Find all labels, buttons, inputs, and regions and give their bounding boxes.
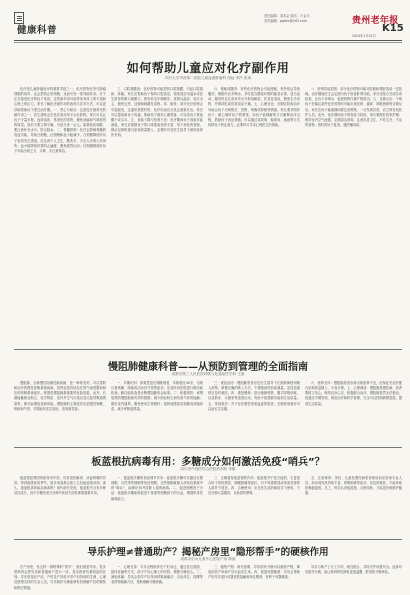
article-1-text: 八、肝肾功能损害：部分化疗药物可能对肝脏和肾脏造成一定影响。治疗期间医生会定期为孩子检查肝肾功能，家长应配合完成各项检查，让孩子多喝水，促进药物代谢产物排出。九、过敏反应：个别孩子在输注某些化疗药物时可能出现皮疹、瘙痒、呼吸困难等过敏反应。家长在孩子输液期间要注意观察，一旦发现异常，应立即告知医护人员。此外，化疗期间孩子的免疫力较低，家长要做好居家护理：保持室内空气流通，定期清洁消毒；注意饮食卫生，不吃生冷、不洁的食物；按时带孩子复查，遵医嘱用药。 — [305, 87, 402, 128]
article-separator — [14, 447, 402, 448]
header-rule — [14, 40, 402, 41]
article-4-text: 在产房里，有这样一群特殊的“帮手”，她们就是导乐。很多准妈妈会把导乐和普通助产混为一谈，其实两者有着明显的区别。导乐是指在产前、产时及产后给予孕产妇持续的生理、心理及情感支持的专业人员。导乐陪伴分娩能够有效缓解产妇的紧张和焦虑情绪。 — [14, 565, 106, 590]
article-separator — [14, 539, 402, 540]
article-4-text: 三、缩短产程：研究表明，导乐陪伴分娩可以缩短产程，降低剖宫产率和产后出血发生率。四、促进母婴健康：导乐会帮助产妇尽早进行母婴皮肤接触和母乳喂养，有利于母婴健康。 — [208, 565, 300, 580]
article-separator — [14, 349, 402, 350]
article-4-column-2 — [111, 565, 203, 591]
article-3-column-4 — [305, 476, 402, 536]
article-2-text: 六、营养支持：慢阻肺患者容易出现营养不良，应保证充足的蛋白质和热量摄入，少食多餐。七、心理调适：慢阻肺是慢性病，患者要树立信心，保持良好心态，积极配合治疗。慢阻肺虽然无法根治，但通过早期发现、规范治疗和科学管理，完全可以控制病情进展，提高生活质量。 — [305, 381, 402, 406]
article-2-column-2 — [111, 381, 203, 445]
article-4-byline: 成都市妇女儿童中心医院产房 陈丽 — [180, 557, 236, 561]
article-3-column-1 — [14, 476, 106, 536]
page-number: K15 — [382, 23, 404, 34]
editor-line: 责任编辑：刘本会 版式：卢金平 — [264, 14, 310, 18]
section-title: 健康科普 — [17, 25, 58, 36]
article-2-column-4 — [305, 381, 402, 445]
article-2-text: 慢阻肺，全称慢性阻塞性肺疾病，是一种常见的、可以预防和治疗的慢性呼吸系统疾病，其特征是持续存在的气流受限和相应的呼吸系统症状。吸烟是慢阻肺最重要的危险因素，此外，长期接触职业粉尘、化学物质、室内外空气污染以及反复呼吸道感染等，都可能增加患病风险。慢阻肺的主要症状包括慢性咳嗽、咳痰和气短，早期症状往往较轻，容易被忽视。 — [14, 381, 106, 411]
article-3-title: 板蓝根抗病毒有用：多糖成分如何激活免疫“哨兵”？ — [91, 457, 325, 468]
article-1-byline: 四川大学华西第二医院儿童血液肿瘤科 周灿 李玲 张涛 — [164, 76, 252, 80]
article-3-column-2 — [111, 476, 203, 536]
header-rule-thin — [14, 42, 402, 43]
article-3-byline: 四川省中西医结合医院药剂科 李娟 — [180, 467, 236, 471]
article-2-title: 慢阻肺健康科普——从预防到管理的全面指南 — [108, 362, 308, 373]
article-1-column-3 — [208, 87, 300, 345]
newspaper-masthead: 贵州老年报 — [352, 16, 399, 26]
article-1-title: 如何帮助儿童应对化疗副作用 — [126, 61, 290, 75]
article-2-byline: 成都市第三人民医院呼吸与危重症医学科 王丽 — [171, 372, 245, 376]
editor-meta — [264, 14, 344, 24]
article-4-column-1 — [14, 565, 106, 591]
article-2-text: 一、早期识别：如果您是长期吸烟者，年龄超过40岁，出现反复咳嗽、咳痰或活动后气短等症状，应及时到医院进行肺功能检查。肺功能检查是诊断慢阻肺的金标准。二、积极预防：戒烟是预防慢阻肺最有效的措施；减少职业粉尘和有害气体的接触；做好室内通风，避免使用生物燃料；接种流感疫苗和肺炎球菌疫苗，减少呼吸道感染。 — [111, 381, 203, 411]
article-2-column-1 — [14, 381, 106, 445]
email-line: 美术编辑：gqbkx@163.com — [264, 19, 307, 23]
page-header — [14, 10, 402, 40]
article-3-text: 五、注意事项：孕妇、儿童及慢性病患者使用前应咨询专业人员。如出现发热持续不退、呼吸困难等症状，应及时就医，不能单纯依赖板蓝根。总之，科学认识板蓝根，合理用药，才能更好地维护健康。 — [305, 476, 402, 496]
article-2-column-3 — [208, 381, 300, 445]
article-3-text: 一、板蓝根多糖的免疫调节作用：板蓝根多糖可以激活巨噬细胞、自然杀伤细胞等免疫细胞，这些细胞就像人体免疫系统中的“哨兵”，能够识别并清除入侵的病毒。二、促进细胞因子分泌：板蓝根多糖能够促进干扰素等细胞因子的分泌，增强机体抗病毒能力。 — [111, 476, 203, 501]
article-3-text: 板蓝根是我国传统常用中药，具有清热解毒、凉血利咽的功效。每到流感高发季节，很多家庭都会备上几包板蓝根冲剂。那么，板蓝根真的能抗病毒吗？现代研究发现，板蓝根中含有多种活性成分，其中多糖类成分在调节免疫方面发挥着重要作用。 — [14, 476, 106, 496]
article-4-column-4 — [305, 565, 402, 591]
article-3-text: 三、正确看待板蓝根的作用：板蓝根并不是万能药，它更适合用于风热感冒、咽喉肿痛等症状。对于风寒感冒或体质虚寒的人群并不适宜。四、合理使用：应在医生或药师指导下使用，不宜长期大量服用，以免损伤脾胃。 — [208, 476, 300, 496]
article-1-column-2 — [111, 87, 203, 345]
article-2-text: 三、规范治疗：慢阻肺患者应在医生指导下长期规律使用吸入药物，掌握正确的吸入方法，不要随意停药或减量。急性加重时应及时就医。四、康复锻炼：进行缩唇呼吸、腹式呼吸训练，以及散步、太极拳等适度运动，有助于改善肺功能和生活质量。五、家庭氧疗：对于存在慢性低氧血症的患者，长期家庭氧疗可以延长生存期。 — [208, 381, 300, 411]
article-4-title: 导乐护理≠普通助产？揭秘产房里“隐形帮手”的硬核作用 — [87, 547, 329, 558]
article-1-column-4 — [305, 87, 402, 345]
article-1-text: 三、口腔黏膜炎：化疗药物可能损伤口腔黏膜，引起口腔溃疡、疼痛。家长应帮助孩子保持口腔清洁，饭前饭后用温水或医生推荐的漱口液漱口，使用软毛牙刷刷牙。食物以温凉、软烂为主，避免过热、过硬和刺激性食物。四、脱发：部分化疗药物会引起脱发，这通常是暂时的，化疗结束后头发会重新长出。家长可以提前和孩子沟通，帮助孩子做好心理准备，可以给孩子准备帽子或头巾。五、食欲下降与营养不良：化疗期间孩子食欲可能减退，家长应根据孩子的口味准备营养丰富、易于消化的食物，保证足够的蛋白质和热量摄入，必要时可在医生指导下使用营养补充剂。 — [111, 87, 203, 138]
article-4-text: 导乐与助产士分工不同、相互配合，共同守护母婴安全。选择导乐陪伴分娩，能让准妈妈们拥有更加温馨、舒适的分娩体验。 — [305, 565, 402, 575]
article-3-column-3 — [208, 476, 300, 536]
article-1-column-1 — [14, 87, 106, 345]
article-4-column-3 — [208, 565, 300, 591]
article-1-text: 化疗是儿童肿瘤治疗的重要手段之一。化疗药物在杀灭肿瘤细胞的同时，也会损伤正常细胞，从而引发一系列副作用。对于正在接受化疗的孩子来说，这些副作用可能带来身体上的不适和心理上的压力。家长了解化疗副作用的表现与应对方法，可以更好地帮助孩子度过治疗期。一、恶心与呕吐：这是化疗最常见的副作用之一。医生通常会在化疗前后给予止吐药物。家长可以让孩子少量多餐，选择清淡、易消化的食物，避免油腻和气味浓烈的饭菜。饭后不要立即平躺，可适当坐一会儿。如果呕吐频繁，要注意补充水分，防止脱水。二、骨髓抑制：化疗会影响骨髓的造血功能，导致白细胞、红细胞和血小板减少。白细胞降低时孩子容易发生感染，应注意个人卫生，勤洗手，少去人多的公共场所；血小板降低时要防止磕碰，避免剧烈运动；红细胞降低时孩子可能出现乏力、头晕，应注意休息。 — [14, 87, 106, 153]
article-1-text: 六、便秘或腹泻：有些化疗药物会引起便秘，有些则会导致腹泻。便秘时应多喝水，多吃富含膳食纤维的蔬菜水果，适当活动；腹泻时应注意补充水分和电解质，饮食宜清淡，避免生冷食物，并保持肛周皮肤清洁干燥。七、心理变化：长期住院和治疗可能让孩子出现焦虑、恐惧、烦躁或抑郁等情绪。家长要多陪伴孩子，耐心倾听孩子的感受，用孩子能理解的方式解释治疗过程，鼓励孩子表达情绪。可以通过讲故事、做游戏、画画等方式转移孩子的注意力。必要时可寻求心理医生的帮助。 — [208, 87, 300, 128]
issue-date: 2024年1月22日 — [352, 34, 376, 38]
article-4-text: 一、心理支持：导乐全程陪伴在产妇身边，通过语言鼓励、肢体抚触等方式，给予产妇心理上的安慰，增强分娩信心。二、减轻疼痛：导乐会指导产妇采用呼吸减痛法、自由体位、按摩等非药物镇痛方法，帮助缓解分娩疼痛。 — [111, 565, 203, 585]
